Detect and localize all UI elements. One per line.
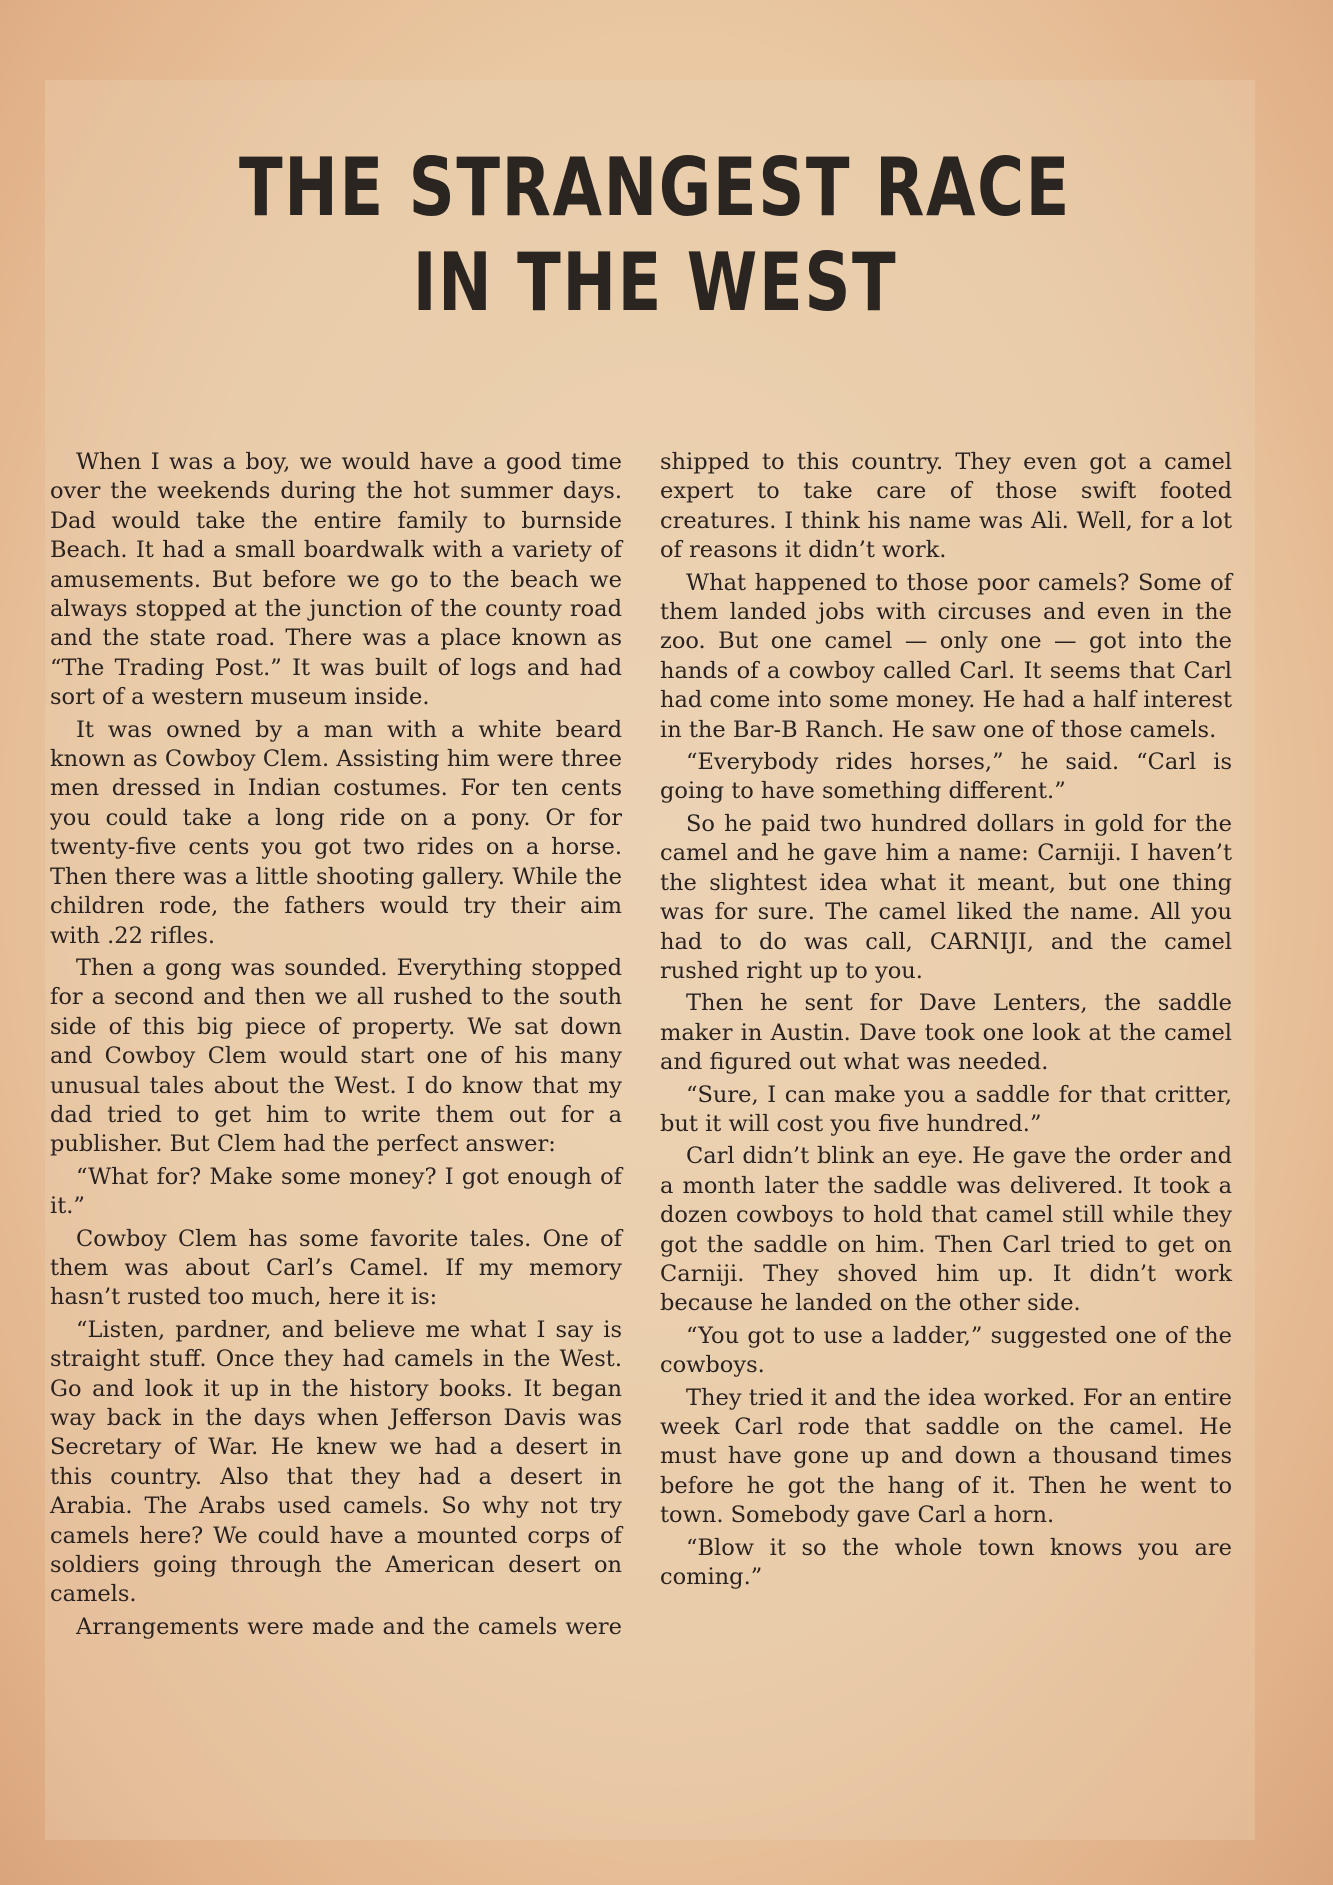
paragraph: So he paid two hundred dollars in gold for the camel and he gave him a name: Carniji. I haven’t the slightest idea what it meant, but one thing was for sure. The camel liked the name. All you had to do was call, CARNIJI, and the camel rushed right up to you. bbox=[660, 810, 1232, 984]
paragraph: Arrangements were made and the camels were bbox=[76, 1613, 622, 1640]
paragraph: “Listen, pardner, and believe me what I say is straight stuff. Once they had camels in the West. Go and look it up in the history books. It began way back in the days when Jefferson Davis was Secretary of War. He knew we had a desert in this country. Also that they had a desert in Arabia. The Arabs used camels. So why not try camels here? We could have a mounted corps of soldiers going through the American desert on camels. bbox=[50, 1316, 622, 1608]
paragraph: Then he sent for Dave Lenters, the saddle maker in Austin. Dave took one look at the camel and figured out what was needed. bbox=[660, 990, 1232, 1076]
paragraph: “Everybody rides horses,” he said. “Carl is going to have something different.” bbox=[660, 749, 1232, 805]
paragraph: “You got to use a ladder,” suggested one of the cowboys. bbox=[660, 1322, 1232, 1379]
paragraph: Carl didn’t blink an eye. He gave the order and a month later the saddle was delivered. It took a dozen cowboys to hold that camel still while they got the saddle on him. Then Carl tried to get on Carniji. They shoved him up. It didn’t work because he landed on the other side. bbox=[660, 1143, 1232, 1317]
paragraph: It was owned by a man with a white beard known as Cowboy Clem. Assisting him were three men dressed in Indian costumes. For ten cents you could take a long ride on a pony. Or for twenty-five cents you got two rides on a horse. Then there was a little shooting gallery. While the children rode, the fathers would try their aim with .22 rifles. bbox=[50, 716, 622, 949]
left-text-column bbox=[50, 448, 622, 1645]
paragraph: Then a gong was sounded. Everything stopped for a second and then we all rushed to the south side of this big piece of property. We sat down and Cowboy Clem would start one of his many unusual tales about the West. I do know that my dad tried to get him to write them out for a publisher. But Clem had the perfect answer: bbox=[50, 954, 622, 1158]
paragraph: Cowboy Clem has some favorite tales. One of them was about Carl’s Camel. If my memory hasn’t rusted too much, here it is: bbox=[50, 1225, 622, 1311]
article-title-line-2: IN THE WEST bbox=[412, 236, 898, 329]
article-title-line-1: THE STRANGEST RACE bbox=[239, 141, 1071, 234]
paragraph: “Sure, I can make you a saddle for that critter, but it will cost you five hundred.” bbox=[660, 1081, 1232, 1137]
paragraph: shipped to this country. They even got a camel expert to take care of those swift footed creatures. I think his name was Ali. Well, for a lot of reasons it didn’t work. bbox=[660, 449, 1232, 564]
right-text-column bbox=[660, 448, 1232, 1595]
paragraph: What happened to those poor camels? Some of them landed jobs with circuses and even in the zoo. But one camel — only one — got into the hands of a cowboy called Carl. It seems that Carl had come into some money. He had a half interest in the Bar-B Ranch. He saw one of those camels. bbox=[660, 569, 1232, 743]
paragraph: When I was a boy, we would have a good time over the weekends during the hot summer days. Dad would take the entire family to burnside Beach. It had a small boardwalk with a variety of amusements. But before we go to the beach we always stopped at the junction of the county road and the state road. There was a place known as “The Trading Post.” It was built of logs and had sort of a western museum inside. bbox=[50, 449, 622, 711]
paragraph: “Blow it so the whole town knows you are coming.” bbox=[660, 1534, 1232, 1591]
paragraph: “What for? Make some money? I got enough of it.” bbox=[50, 1163, 622, 1220]
paragraph: They tried it and the idea worked. For an entire week Carl rode that saddle on the camel. He must have gone up and down a thousand times before he got the hang of it. Then he went to town. Somebody gave Carl a horn. bbox=[660, 1384, 1232, 1529]
